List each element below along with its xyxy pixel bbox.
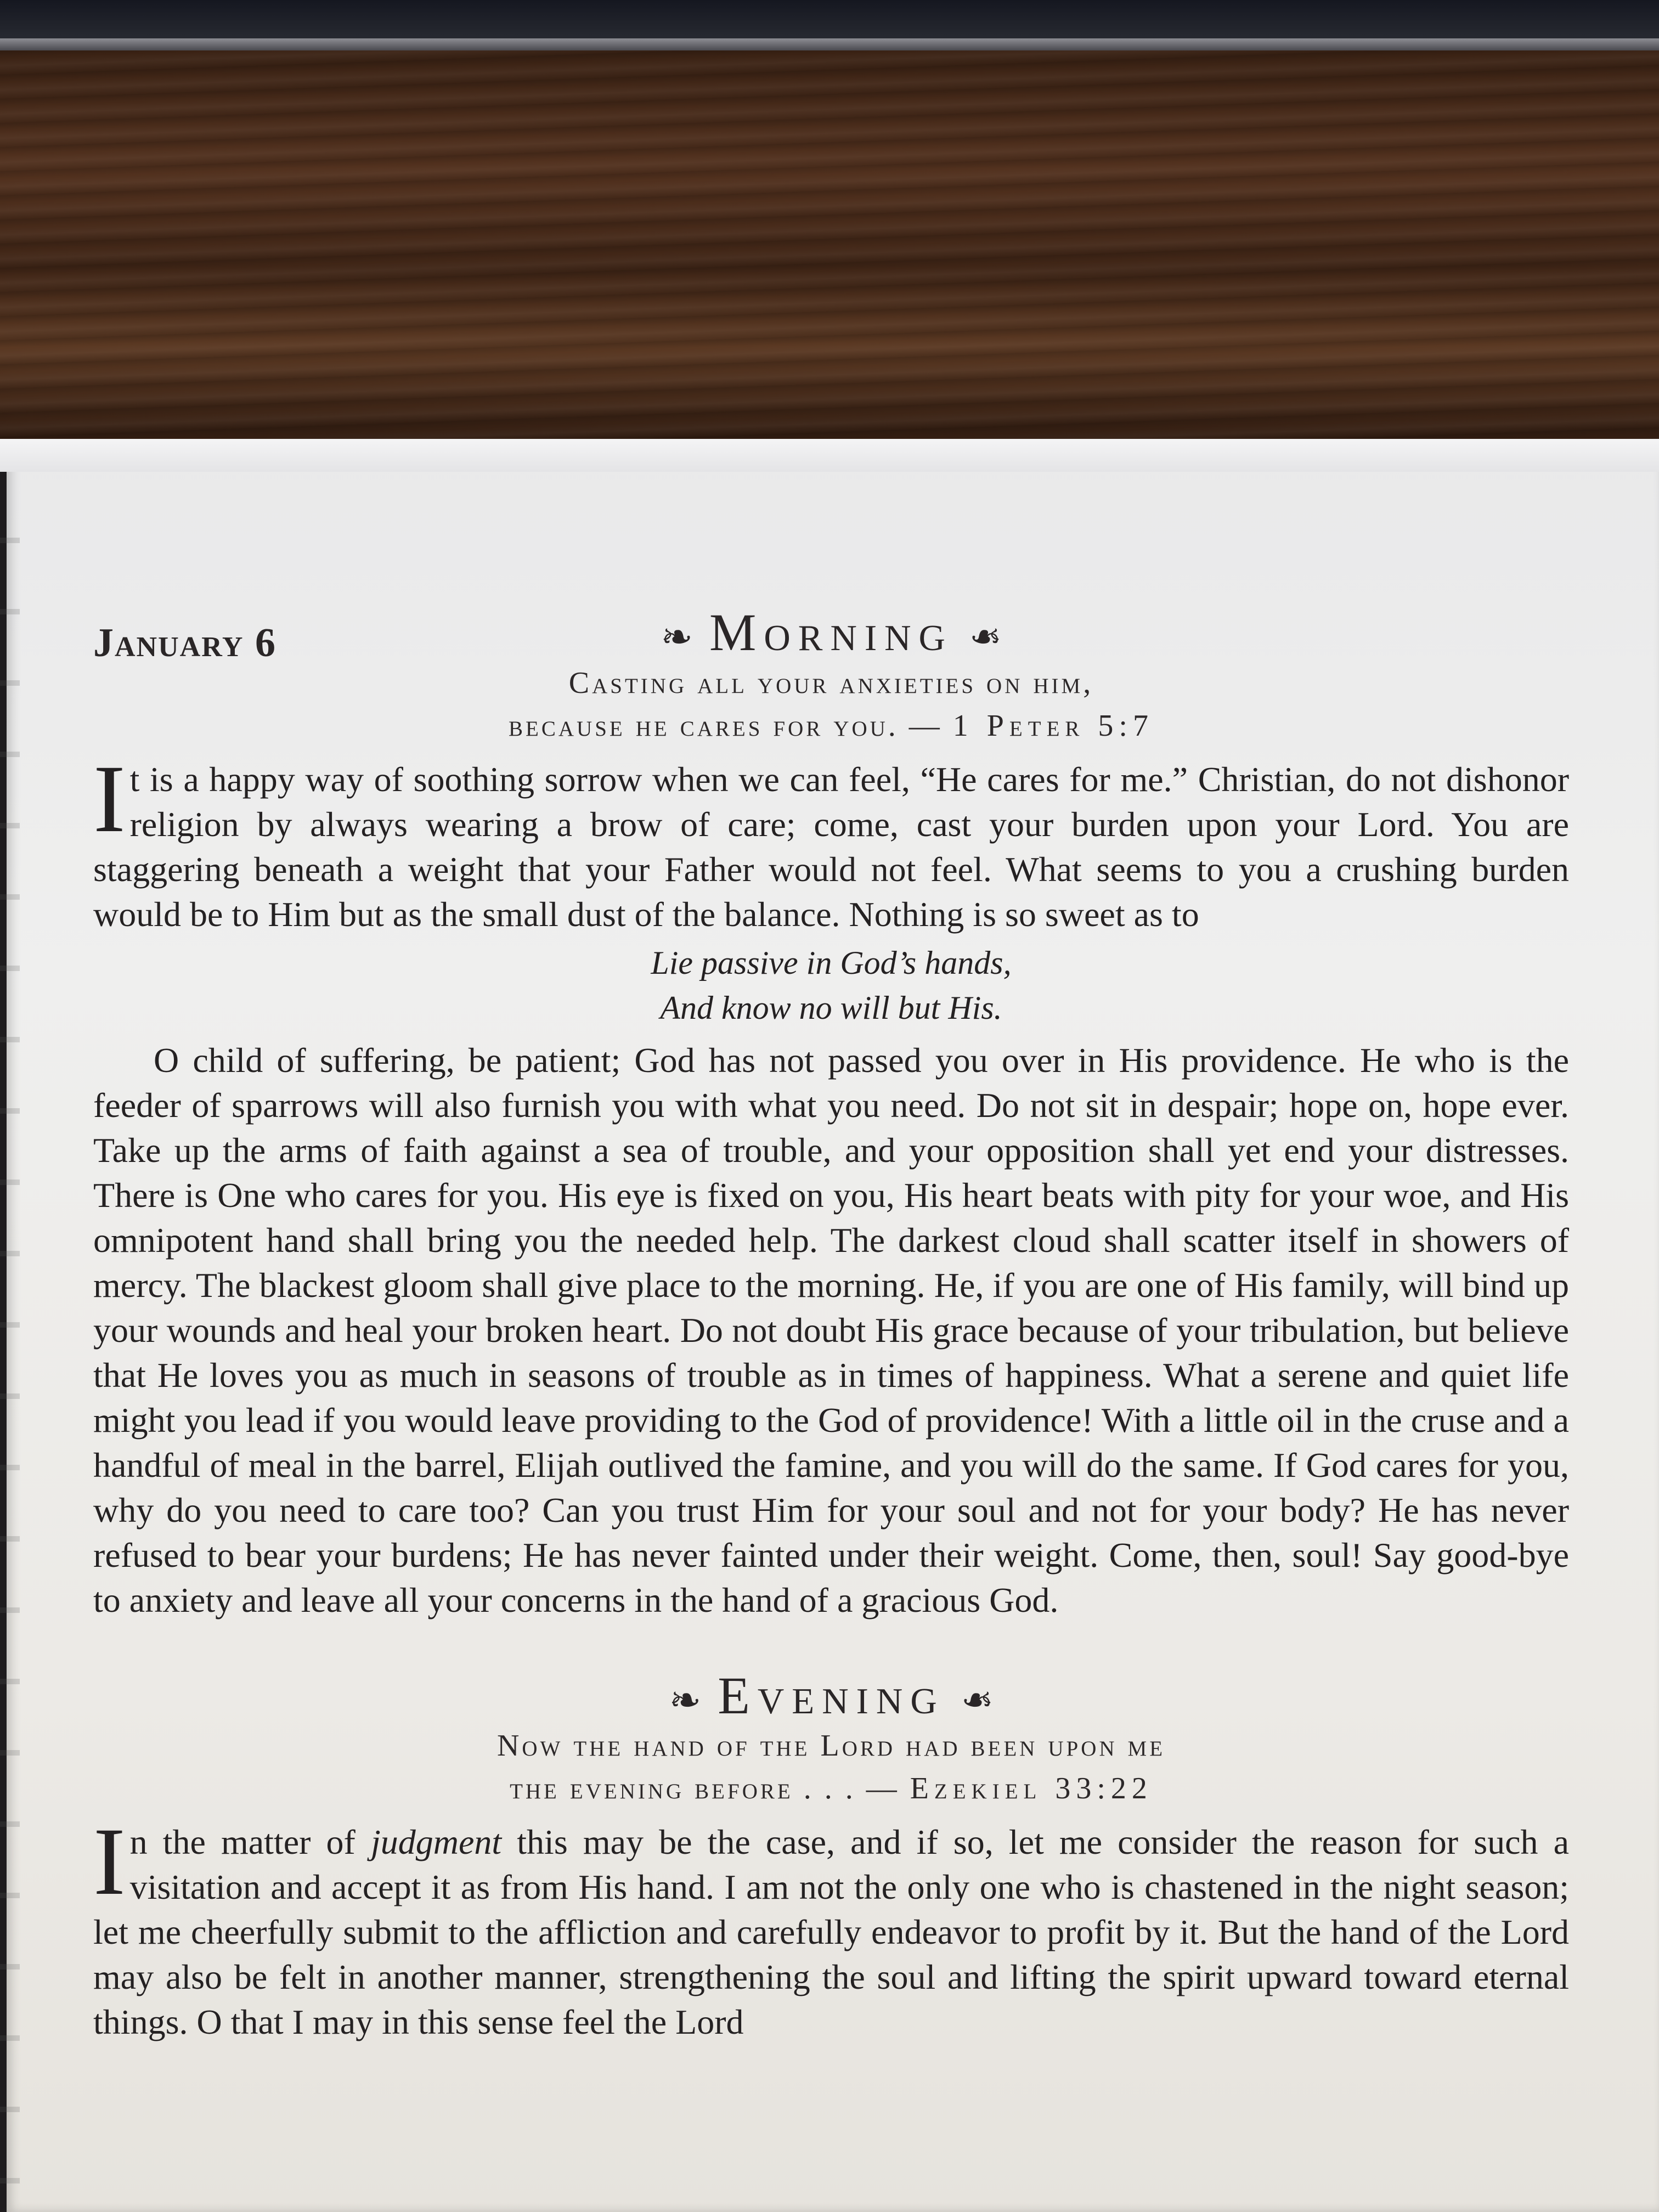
morning-verse-line2-wrap — [93, 704, 1569, 747]
morning-dropcap: I — [93, 745, 126, 853]
devotional-content — [93, 603, 1569, 2045]
evening-verse-line2: the evening before . . . — — [510, 1771, 900, 1806]
morning-verse-line1: Casting all your anxieties on him, — [568, 665, 1094, 700]
evening-text-after: this may be the case, and if so, let me consider the reason for such a visitation and accept it as from His hand. I am not the only one who is chastened in the night season; let me cheerfully submit to the affliction and carefully endeavor to profit by it. But the hand of the Lord may also be felt in another manner, strengthening the soul and lifting the spirit upward toward eternal things. O that I may in this sense feel the Lord — [93, 1822, 1570, 2042]
evening-dropcap: I — [93, 1808, 126, 1916]
morning-poem — [93, 940, 1569, 1030]
ornament-left-icon: ❧ — [661, 617, 693, 659]
poem-line-2: And know no will but His. — [660, 989, 1002, 1026]
gutter-marks — [0, 472, 20, 2212]
evening-verse-line2-wrap — [93, 1767, 1569, 1810]
morning-title: Morning — [709, 603, 953, 662]
ornament-right-icon: ❧ — [961, 1680, 994, 1723]
evening-text-before: n the matter of — [129, 1822, 371, 1862]
morning-verse-line2: because he cares for you. — — [509, 708, 943, 743]
evening-paragraph-1 — [93, 1808, 1570, 2045]
morning-paragraph-2: O child of suffering, be patient; God has not passed you over in His providence. He who is the feeder of sparrows will also furnish you with what you need. Do not sit in despair; hope on, hope ever. Take up the arms of faith against a sea of trouble, and your opposition shall yet end your distresses. There is One who cares for you. His eye is fixed on you, His heart beats with pity for your woe, and His omnipotent hand shall bring you the needed help. The darkest cloud shall scatter itself in showers of mercy. The blackest gloom shall give place to the morning. He, if you are one of His family, will bind up your wounds and heal your broken heart. Do not doubt His grace because of your tribulation, but believe that He loves you as much in seasons of trouble as in times of happiness. What a serene and quiet life might you lead if you would leave providing to the God of providence! With a little oil in the cruse and a handful of meal in the barrel, Elijah outlived the famine, and you will do the same. If God cares for you, why do you need to care too? Can you trust Him for your soul and not for your body? He has never refused to bear your burdens; He has never fainted under their weight. Come, then, soul! Say good-bye to anxiety and leave all your concerns in the hand of a gracious God. — [93, 1040, 1569, 1620]
evening-verse — [93, 1724, 1569, 1810]
evening-verse-line1: Now the hand of the Lord had been upon me — [496, 1729, 1166, 1763]
ornament-left-icon: ❧ — [669, 1680, 702, 1723]
evening-text-emphasis: judgment — [370, 1822, 502, 1862]
morning-verse — [93, 662, 1569, 747]
poem-line-1: Lie passive in God’s hands, — [651, 944, 1012, 981]
page-top-edge — [0, 439, 1659, 472]
evening-heading — [93, 1667, 1569, 1725]
morning-heading — [93, 603, 1569, 662]
evening-title: Evening — [718, 1666, 945, 1725]
ornament-right-icon: ❧ — [969, 617, 1002, 659]
background-rail — [0, 38, 1659, 50]
morning-paragraph-1-text: t is a happy way of soothing sorrow when we can feel, “He cares for me.” Christian, do not dishonor religion by always wearing a brow of care; come, cast your burden upon your Lord. You are staggering beneath a weight that your Father would not feel. What seems to you a crushing burden would be to Him but as the small dust of the balance. Nothing is so sweet as to — [93, 759, 1569, 934]
evening-verse-reference: Ezekiel 33:22 — [910, 1771, 1153, 1806]
date-label: January 6 — [93, 620, 276, 665]
morning-verse-reference: 1 Peter 5:7 — [952, 708, 1154, 743]
background-top — [0, 0, 1659, 44]
morning-paragraph-1 — [93, 745, 1569, 937]
wooden-table — [0, 50, 1659, 445]
